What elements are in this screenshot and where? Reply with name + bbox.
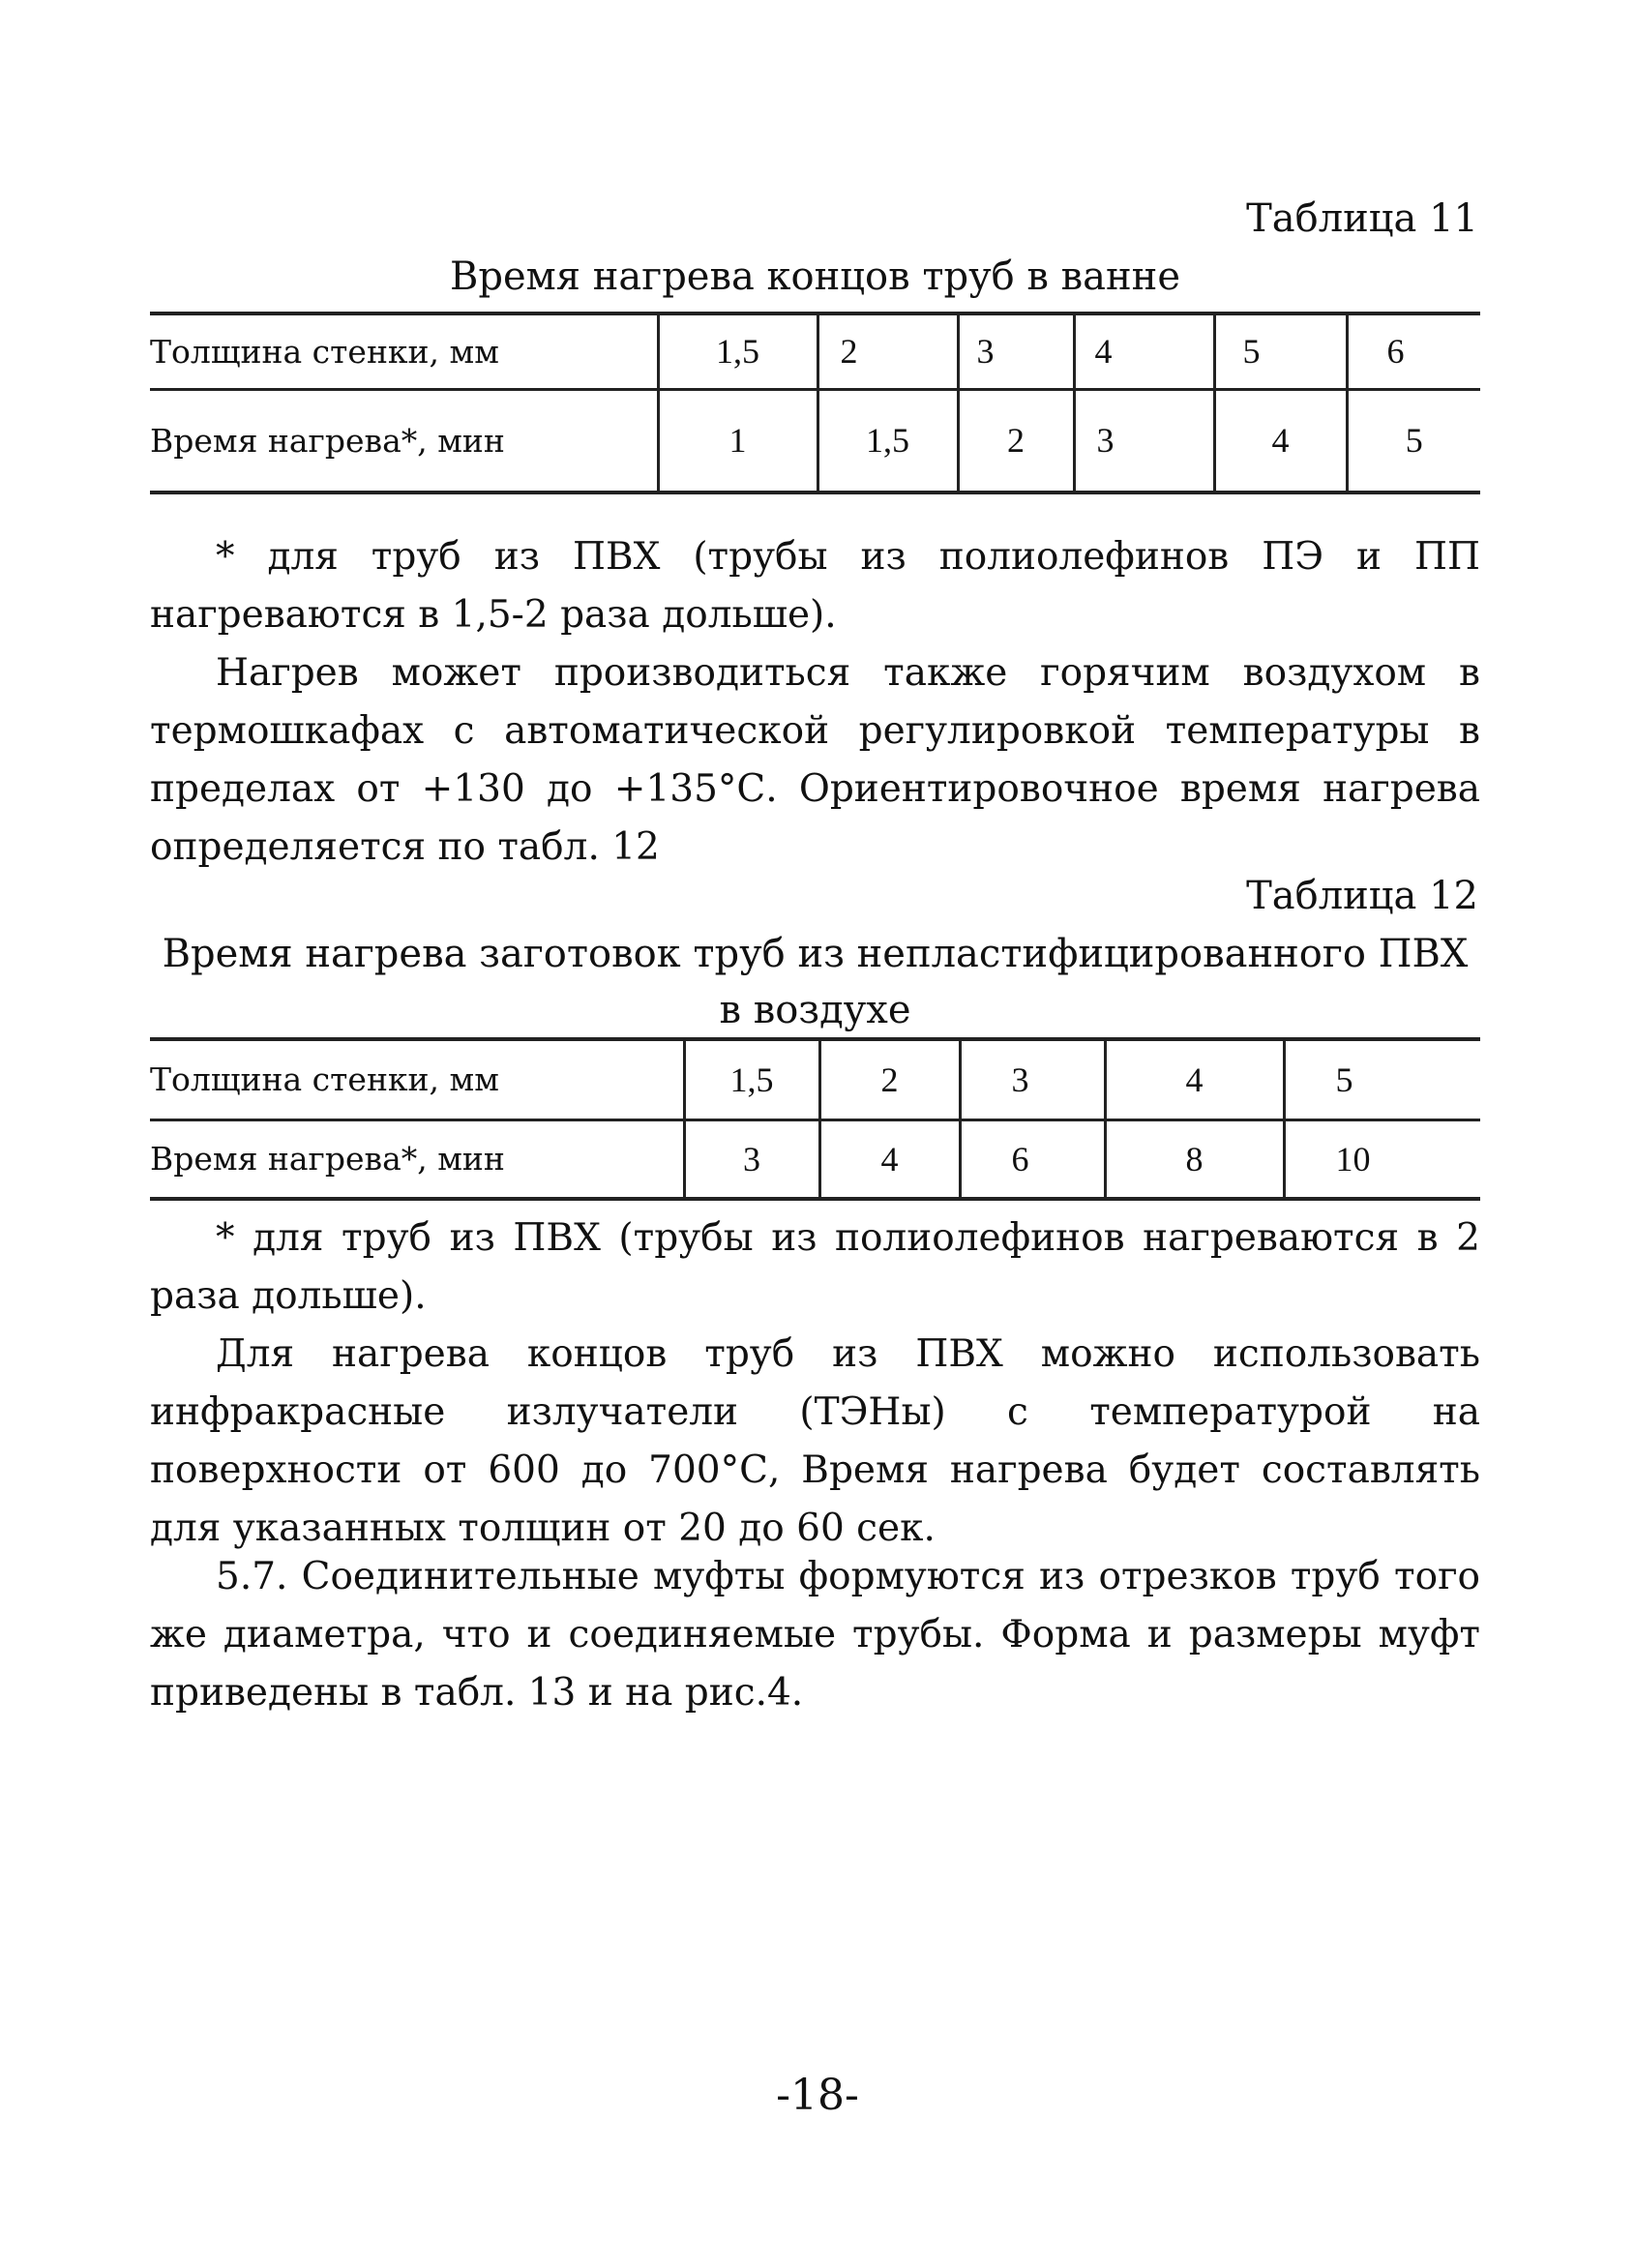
row-header: Толщина стенки, мм (150, 1039, 684, 1119)
table-12-caption-line2: в воздухе (719, 988, 911, 1032)
table-cell: 1,5 (658, 313, 818, 389)
table-cell: 5 (1214, 313, 1347, 389)
paragraph-air-heating: Нагрев может производиться также горячим воздухом в термошкафах с автоматической регулировкой температуры в пределах от +130 до +135°С. Ориентировочное время нагрева определяется по табл. 12 (150, 651, 1480, 869)
paragraph-5-7: 5.7. Соединительные муфты формуются из отрезков труб того же диаметра, что и соединяемые трубы. Форма и размеры муфт приведены в табл. 13 и на рис.4. (150, 1555, 1480, 1715)
row-header: Время нагрева*, мин (150, 389, 658, 492)
footnote-table-11: * для труб из ПВХ (трубы из полиолефинов ПЭ и ПП нагреваются в 1,5-2 раза дольше). (150, 535, 1480, 637)
table-cell: 2 (958, 389, 1074, 492)
table-cell: 4 (1214, 389, 1347, 492)
table-cell: 1 (658, 389, 818, 492)
table-cell: 1,5 (684, 1039, 819, 1119)
paragraph-infrared: Для нагрева концов труб из ПВХ можно использовать инфракрасные излучатели (ТЭНы) с температурой на поверхности от 600 до 700°С, Время нагрева будет составлять для указанных толщин от 20 до 60 сек. (150, 1332, 1480, 1550)
table-11 (150, 312, 1480, 494)
table-cell: 6 (1347, 313, 1480, 389)
table-cell: 2 (818, 313, 958, 389)
table-cell: 5 (1284, 1039, 1480, 1119)
table-row (150, 1039, 1480, 1119)
table-cell: 4 (819, 1119, 960, 1199)
table-11-caption: Время нагрева концов труб в ванне (450, 254, 1180, 299)
page-number: -18- (776, 2071, 859, 2120)
table-row (150, 313, 1480, 389)
table-cell: 8 (1105, 1119, 1284, 1199)
table-12 (150, 1037, 1480, 1201)
table-cell: 3 (684, 1119, 819, 1199)
table-cell: 10 (1284, 1119, 1480, 1199)
table-cell: 2 (819, 1039, 960, 1119)
table-12-caption-line1: Время нагрева заготовок труб из непластифицированного ПВХ (162, 932, 1469, 976)
table-cell: 3 (1074, 389, 1214, 492)
row-header: Толщина стенки, мм (150, 313, 658, 389)
table-cell: 1,5 (818, 389, 958, 492)
table-row (150, 389, 1480, 492)
table-cell: 4 (1074, 313, 1214, 389)
table-cell: 4 (1105, 1039, 1284, 1119)
row-header: Время нагрева*, мин (150, 1119, 684, 1199)
table-cell: 3 (960, 1039, 1105, 1119)
table-12-label: Таблица 12 (1246, 874, 1478, 918)
table-11-label: Таблица 11 (1246, 196, 1478, 241)
footnote-table-12: * для труб из ПВХ (трубы из полиолефинов нагреваются в 2 раза дольше). (150, 1216, 1480, 1318)
table-row (150, 1119, 1480, 1199)
table-cell: 6 (960, 1119, 1105, 1199)
table-cell: 5 (1347, 389, 1480, 492)
table-cell: 3 (958, 313, 1074, 389)
